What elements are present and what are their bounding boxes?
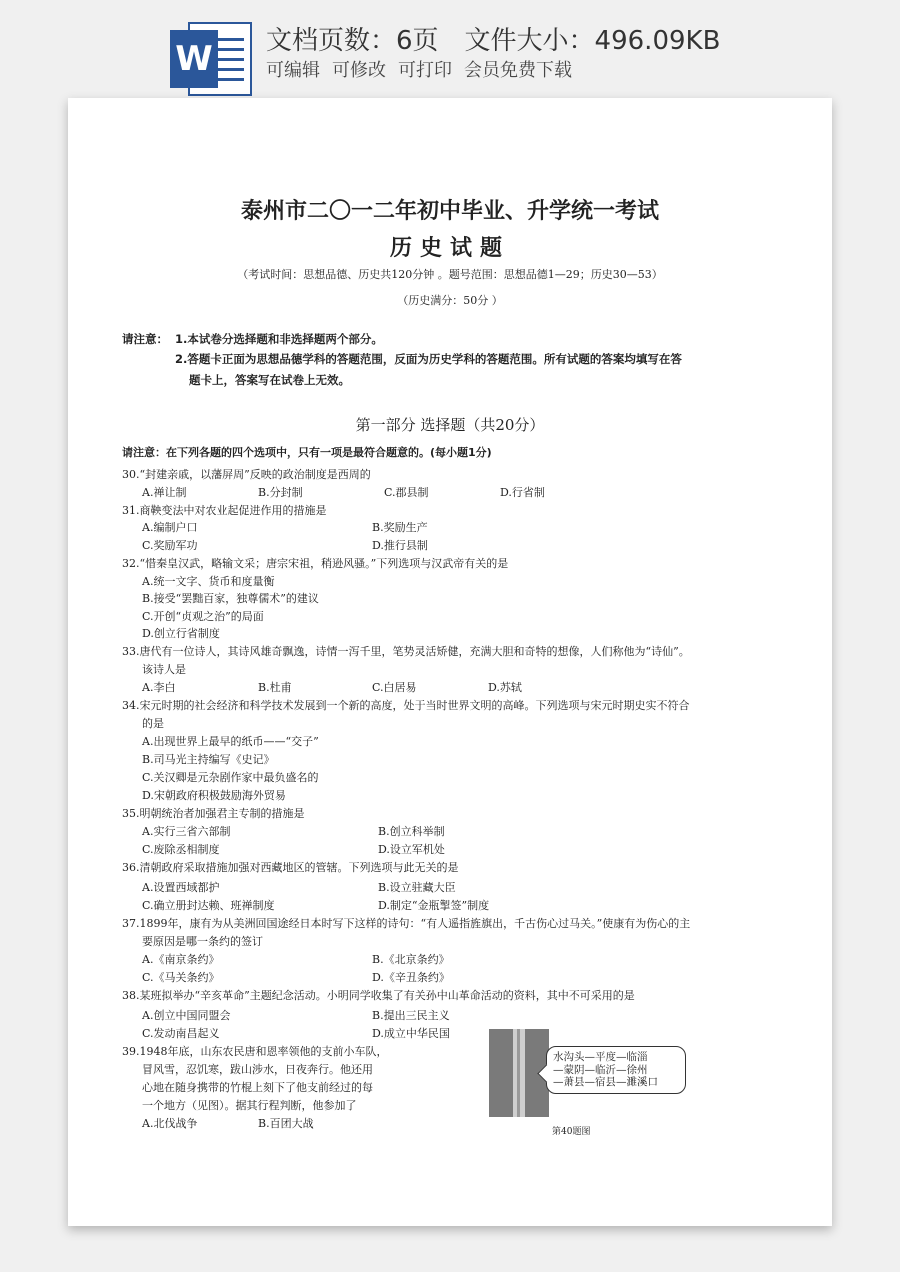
section-title: 第一部分 选择题（共20分） [355,416,545,434]
route-speech-bubble [546,1046,686,1094]
question-stem-cont: 冒风雪，忍饥寒，跋山涉水，日夜奔行。他还用 [142,1063,373,1076]
option: A.李白 [142,681,176,694]
notice-item-2b: 题卡上，答案写在试卷上无效。 [189,373,350,387]
exam-title: 泰州市二〇一二年初中毕业、升学统一考试 [240,198,659,224]
exam-info: （考试时间：思想品德、历史共120分钟 。题号范围：思想品德1—29；历史30—53） [237,268,663,281]
file-stats [266,20,746,57]
feature-modifiable: 可修改 [332,60,386,81]
question-stem: 38.某班拟举办“辛亥革命”主题纪念活动。小明同学收集了有关孙中山革命活动的资料，其中不可采用的是 [122,989,635,1002]
option: C.确立册封达赖、班禅制度 [142,899,275,912]
section-notice: 请注意：在下列各题的四个选项中，只有一项是最符合题意的。(每小题1分) [122,446,492,459]
file-size: 文件大小：496.09KB [464,26,721,56]
exam-subject: 历史试题 [389,235,510,261]
question-stem-cont: 该诗人是 [142,663,186,676]
exam-paper-page [68,98,832,1226]
option: B.奖励生产 [372,521,428,534]
option: B.分封制 [258,486,303,499]
question-stem: 31.商鞅变法中对农业起促进作用的措施是 [122,504,327,517]
question-stem: 34.宋元时期的社会经济和科学技术发展到一个新的高度，处于当时世界文明的高峰。下列选项与宋元时期史实不符合 [122,699,690,712]
question-stem: 37.1899年，康有为从美洲回国途经日本时写下这样的诗句：“有人遥指旌旗出，千古伤心过马关。”使康有为伤心的主 [122,917,691,930]
option: D.创立行省制度 [142,627,220,640]
notice-label: 请注意： [122,332,168,346]
question-stem-cont: 一个地方（见图）。据其行程判断，他参加了 [142,1099,357,1112]
route-line-1: 水沟头—平度—临淄 [553,1051,648,1063]
option: B.提出三民主义 [372,1009,450,1022]
option: D.制定“金瓶掣签”制度 [378,899,490,912]
feature-editable: 可编辑 [266,60,320,81]
option: A.出现世界上最早的纸币——“交子” [142,735,319,748]
option: A.禅让制 [142,486,187,499]
option: C.奖励军功 [142,539,198,552]
option: B.创立科举制 [378,825,445,838]
feature-free-download: 会员免费下载 [464,60,572,81]
question-stem: 30.“封建亲戚，以藩屏周”反映的政治制度是西周的 [122,468,371,481]
question-stem: 39.1948年底，山东农民唐和恩率领他的支前小车队， [122,1045,388,1058]
figure-caption: 第40题图 [552,1127,591,1137]
route-line-3: —萧县—宿县—濉溪口 [553,1076,658,1088]
option: D.推行县制 [372,539,428,552]
option: C.关汉卿是元杂剧作家中最负盛名的 [142,771,319,784]
option: B.杜甫 [258,681,292,694]
option: D.行省制 [500,486,545,499]
notice-item-2a: 2.答题卡正面为思想品德学科的答题范围，反面为历史学科的答题范围。所有试题的答案均填写在答 [175,352,682,366]
question-stem: 36.清朝政府采取措施加强对西藏地区的管辖。下列选项与此无关的是 [122,861,459,874]
option: D.成立中华民国 [372,1027,450,1040]
feature-printable: 可打印 [398,60,452,81]
option: A.北伐战争 [142,1117,198,1130]
option: A.《南京条约》 [142,953,220,966]
option: D.《辛丑条约》 [372,971,450,984]
option: C.郡县制 [384,486,429,499]
notice-item-1: 1.本试卷分选择题和非选择题两个部分。 [175,332,383,346]
option: A.设置西域都护 [142,881,220,894]
option: C.开创“贞观之治”的局面 [142,610,264,623]
question-stem-cont: 要原因是哪一条约的签订 [142,935,263,948]
option: C.废除丞相制度 [142,843,220,856]
option: D.设立军机处 [378,843,445,856]
option: A.编制户口 [142,521,198,534]
page-count: 文档页数：6页 [266,26,439,56]
option: A.实行三省六部制 [142,825,231,838]
option: D.苏轼 [488,681,522,694]
option: D.宋朝政府积极鼓励海外贸易 [142,789,286,802]
full-score: （历史满分：50分 ） [397,294,503,307]
option: B.百团大战 [258,1117,314,1130]
option: C.发动南昌起义 [142,1027,220,1040]
word-document-icon: W [170,22,252,96]
option: C.《马关条约》 [142,971,220,984]
route-line-2: —蒙阴—临沂—徐州 [553,1063,648,1076]
option: B.设立驻藏大臣 [378,881,456,894]
question-stem-cont: 的是 [142,717,164,730]
option: A.统一文字、货币和度量衡 [142,575,275,588]
option: B.司马光主持编写《史记》 [142,753,275,766]
document-info-banner [0,0,900,100]
option: B.接受“罢黜百家，独尊儒术”的建议 [142,592,319,605]
option: A.创立中国同盟会 [142,1009,231,1022]
feature-list [266,56,584,82]
question-stem: 32.“惜秦皇汉武，略输文采；唐宗宋祖，稍逊风骚。”下列选项与汉武帝有关的是 [122,557,509,570]
question-stem: 35.明朝统治者加强君主专制的措施是 [122,807,305,820]
option: C.白居易 [372,681,417,694]
question-stem: 33.唐代有一位诗人，其诗风雄奇飘逸，诗情一泻千里，笔势灵活矫健，充满大胆和奇特的想像，人们称他为“诗仙”。 [122,645,690,658]
option: B.《北京条约》 [372,953,450,966]
question-stem-cont: 心地在随身携带的竹棍上刻下了他支前经过的每 [142,1081,373,1094]
